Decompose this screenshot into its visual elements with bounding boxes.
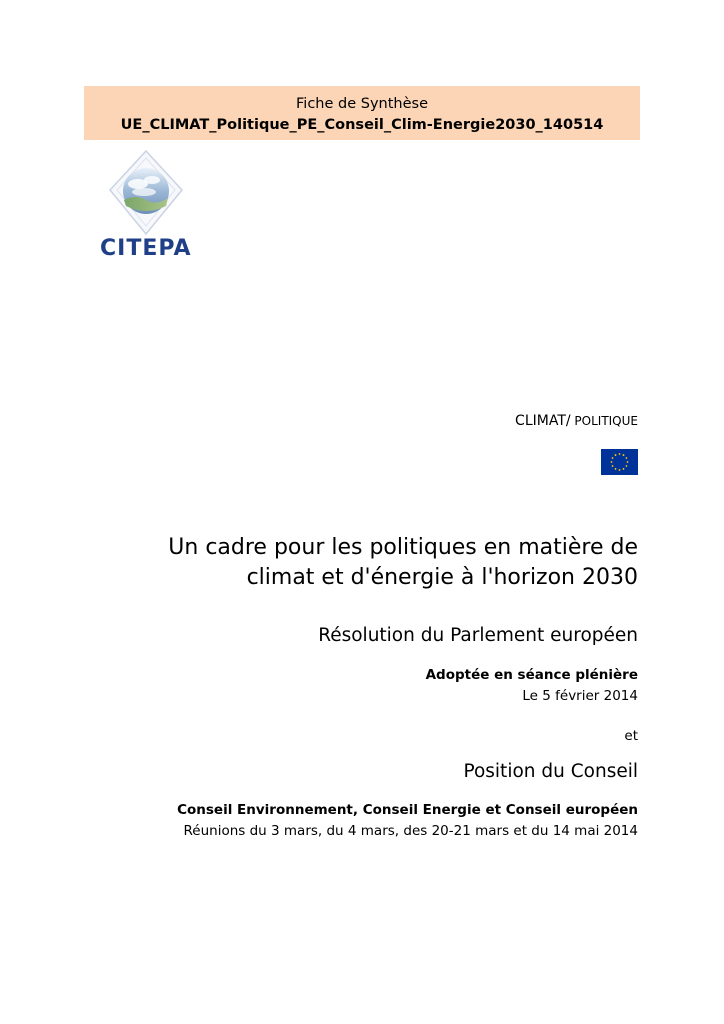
eu-star-icon bbox=[623, 454, 625, 456]
header-band bbox=[84, 86, 640, 140]
parliament-title: Résolution du Parlement européen bbox=[318, 625, 638, 646]
title-line-2: climat et d'énergie à l'horizon 2030 bbox=[246, 565, 638, 590]
document-type: Fiche de Synthèse bbox=[296, 96, 428, 112]
category-label bbox=[515, 412, 638, 430]
council-meetings: Réunions du 3 mars, du 4 mars, des 20-21 mars et du 14 mai 2014 bbox=[183, 823, 638, 839]
eu-star-icon bbox=[626, 457, 628, 459]
eu-star-icon bbox=[615, 468, 617, 470]
citepa-globe-icon bbox=[96, 148, 206, 240]
citepa-logo bbox=[96, 148, 206, 263]
eu-star-icon bbox=[627, 461, 629, 463]
page-title bbox=[168, 533, 638, 593]
eu-star-icon bbox=[612, 465, 614, 467]
council-title: Position du Conseil bbox=[463, 761, 638, 782]
document-reference: UE_CLIMAT_Politique_PE_Conseil_Clim-Energie2030_140514 bbox=[120, 117, 604, 133]
adoption-date: Le 5 février 2014 bbox=[522, 688, 638, 704]
eu-star-icon bbox=[612, 457, 614, 459]
council-bodies: Conseil Environnement, Conseil Energie et Conseil européen bbox=[177, 802, 638, 818]
eu-star-icon bbox=[619, 469, 621, 471]
logo-text: CITEPA bbox=[100, 236, 192, 261]
eu-star-icon bbox=[619, 453, 621, 455]
eu-star-icon bbox=[626, 465, 628, 467]
eu-star-icon bbox=[623, 468, 625, 470]
eu-flag-icon bbox=[601, 449, 638, 475]
title-line-1: Un cadre pour les politiques en matière de bbox=[168, 535, 638, 560]
category-sub: POLITIQUE bbox=[570, 414, 638, 428]
eu-star-icon bbox=[615, 454, 617, 456]
category-main: CLIMAT/ bbox=[515, 413, 571, 429]
eu-star-icon bbox=[611, 461, 613, 463]
connector-text: et bbox=[624, 728, 638, 744]
adoption-text: Adoptée en séance plénière bbox=[425, 667, 638, 683]
